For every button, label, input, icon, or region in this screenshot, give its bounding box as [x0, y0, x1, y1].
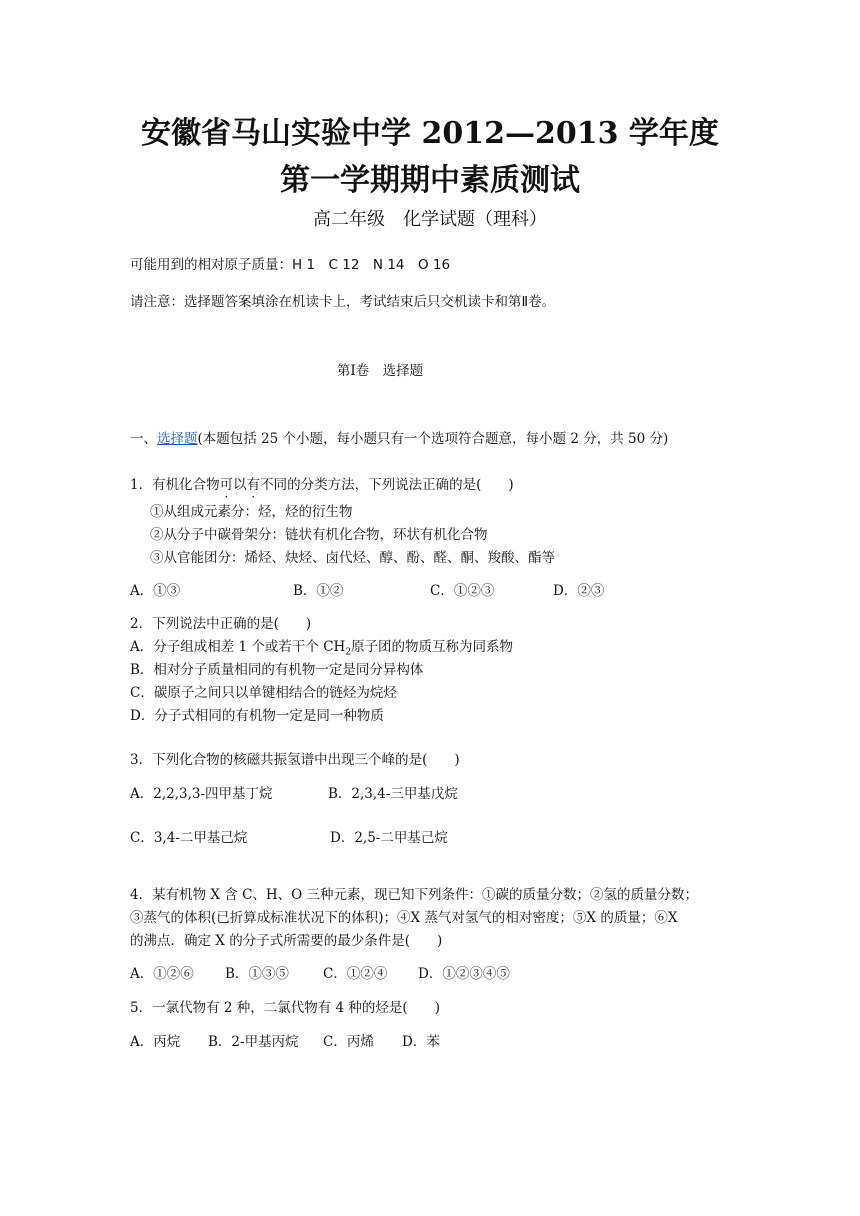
q4-option-a: A．①②⑥ [130, 966, 194, 982]
section1-prefix: 一、 [130, 431, 157, 447]
option-text: A．分子组成相差 1 个或若干个 CH [130, 639, 346, 655]
q5-option-a: A．丙烷 [130, 1034, 181, 1050]
question-3-stem: 3．下列化合物的核磁共振氢谱中出现三个峰的是( ) [130, 752, 460, 768]
q5-option-b: B．2-甲基丙烷 [208, 1034, 299, 1050]
atomic-mass-values: H 1 C 12 N 14 O 16 [292, 257, 451, 273]
q4-option-d: D．①②③④⑤ [418, 966, 510, 982]
q5-option-c: C．丙烯 [323, 1034, 374, 1050]
q2-option-a [130, 635, 513, 658]
option-text: 原子团的物质互称为同系物 [351, 639, 514, 655]
q2-option-d: D．分子式相同的有机物一定是同一种物质 [130, 708, 384, 724]
emphasis-char: 可 [219, 477, 234, 493]
choice-questions-link[interactable]: 选择题 [157, 431, 198, 447]
exam-title-line1: 安徽省马山实验中学 2012—2013 学年度 [141, 116, 719, 151]
atomic-mass-label: 可能用到的相对原子质量： [130, 257, 292, 273]
q3-option-b: B．2,3,4-三甲基戊烷 [328, 786, 458, 802]
q2-option-b: B．相对分子质量相同的有机物一定是同分异构体 [130, 662, 424, 678]
section1-instructions: (本题包括 25 个小题，每小题只有一个选项符合题意，每小题 2 分，共 50 分) [197, 431, 669, 447]
exam-title-line2: 第一学期期中素质测试 [280, 163, 580, 198]
exam-subtitle: 高二年级 化学试题（理科） [313, 209, 547, 230]
q3-option-c: C．3,4-二甲基己烷 [130, 830, 248, 846]
q4-option-c: C．①②④ [323, 966, 388, 982]
question-4-line1: 4．某有机物 X 含 C、H、O 三种元素，现已知下列条件：①碳的质量分数；②氢的质量分数； [130, 887, 699, 903]
q3-option-a: A．2,2,3,3-四甲基丁烷 [130, 786, 273, 802]
subscript: 2 [345, 647, 352, 658]
q1-option-b: B．①② [293, 583, 344, 599]
q1-item-1: ①从组成元素分：烃，烃的衍生物 [150, 504, 353, 520]
q4-option-b: B．①③⑤ [225, 966, 289, 982]
question-4-line2: ③蒸气的体积(已折算成标准状况下的体积)；④X 蒸气对氢气的相对密度；⑤X 的质量；⑥X [130, 910, 678, 926]
question-2-stem: 2．下列说法中正确的是( ) [130, 616, 312, 632]
q1-item-2: ②从分子中碳骨架分：链状有机化合物，环状有机化合物 [150, 527, 488, 543]
part1-title: 第Ⅰ卷 选择题 [336, 363, 424, 379]
q5-option-d: D．苯 [402, 1034, 440, 1050]
q1-option-d: D．②③ [553, 583, 605, 599]
question-5-stem: 5．一氯代物有 2 种，二氯代物有 4 种的烃是( ) [130, 1000, 440, 1016]
question-1-stem [130, 473, 514, 493]
emphasis-char: 有 [246, 477, 261, 493]
section1-heading [130, 427, 668, 447]
stem-text: 以 [233, 477, 247, 493]
atomic-mass-note [130, 253, 450, 273]
question-4-line3: 的沸点．确定 X 的分子式所需要的最少条件是( ) [130, 933, 443, 949]
q1-option-a: A．①③ [130, 583, 181, 599]
q2-option-c: C．碳原子之间只以单键相结合的链烃为烷烃 [130, 685, 397, 701]
q1-option-c: C．①②③ [430, 583, 495, 599]
q1-item-3: ③从官能团分：烯烃、炔烃、卤代烃、醇、酚、醛、酮、羧酸、酯等 [150, 550, 555, 566]
q3-option-d: D．2,5-二甲基己烷 [330, 830, 448, 846]
stem-text: 不同的分类方法，下列说法正确的是( ) [260, 477, 514, 493]
stem-text: 1．有机化合物 [130, 477, 220, 493]
attention-note: 请注意：选择题答案填涂在机读卡上，考试结束后只交机读卡和第Ⅱ卷。 [130, 294, 556, 310]
